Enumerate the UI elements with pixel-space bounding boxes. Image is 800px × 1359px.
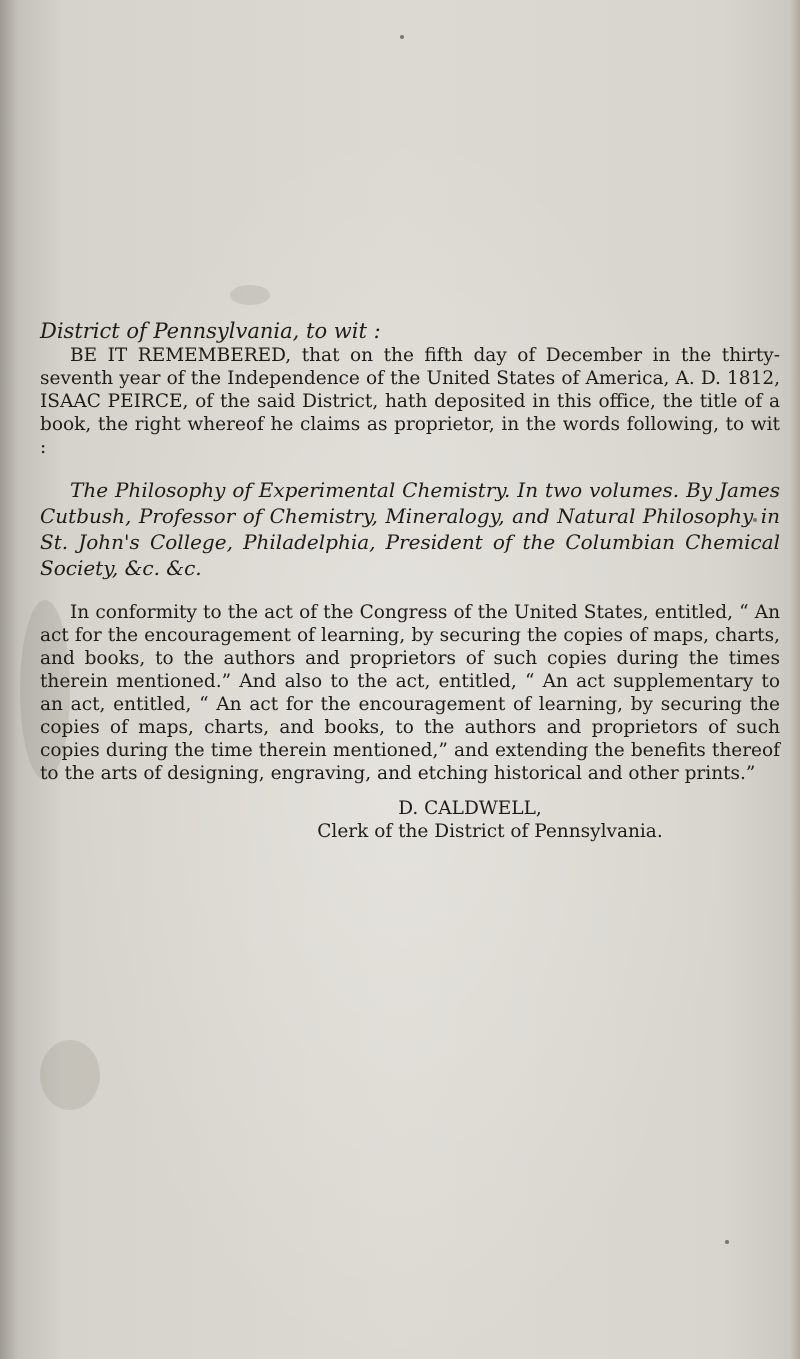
- remembered-paragraph: BE IT REMEMBERED, that on the fifth day of December in the thirty-seventh year of the Independence of the United States of America, A. D. 1812, ISAAC PEIRCE, of the said District, hath deposited in this office, the title of a book, the right whereof he claims as proprietor, in the words following, to wit :: [40, 345, 780, 458]
- print-speck: [725, 1240, 729, 1244]
- book-title: The Philosophy of Experimental Chemistry. In two volumes. By James Cutbush, Professor of Chemistry, Mineralogy, and Natural Philosophy in St. John's College, Philadelphia, President of the Columbian Chemical Society, &c. &c.: [40, 478, 780, 580]
- foxing-stain: [40, 1040, 100, 1110]
- district-heading: District of Pennsylvania, to wit :: [40, 319, 381, 343]
- conformity-paragraph: In conformity to the act of the Congress of the United States, entitled, “ An act for the encouragement of learning, by securing the copies of maps, charts, and books, to the authors and proprietors of such copies during the times therein mentioned.” And also to the act, entitled, “ An act supplementary to an act, entitled, “ An act for the encouragement of learning, by securing the copies of maps, charts, and books, to the authors and proprietors of such copies during the time therein mentioned,” and extending the benefits thereof to the arts of designing, engraving, and etching historical and other prints.”: [40, 602, 780, 784]
- print-speck: [400, 35, 404, 39]
- clerk-name: D. CALDWELL,: [398, 798, 542, 819]
- clerk-title: Clerk of the District of Pennsylvania.: [317, 821, 663, 842]
- page-right-edge: [790, 0, 800, 1359]
- clerk-signature: [40, 797, 780, 843]
- page-left-shadow: [0, 0, 18, 1359]
- copyright-notice: [40, 318, 780, 843]
- ink-smudge: [230, 285, 270, 305]
